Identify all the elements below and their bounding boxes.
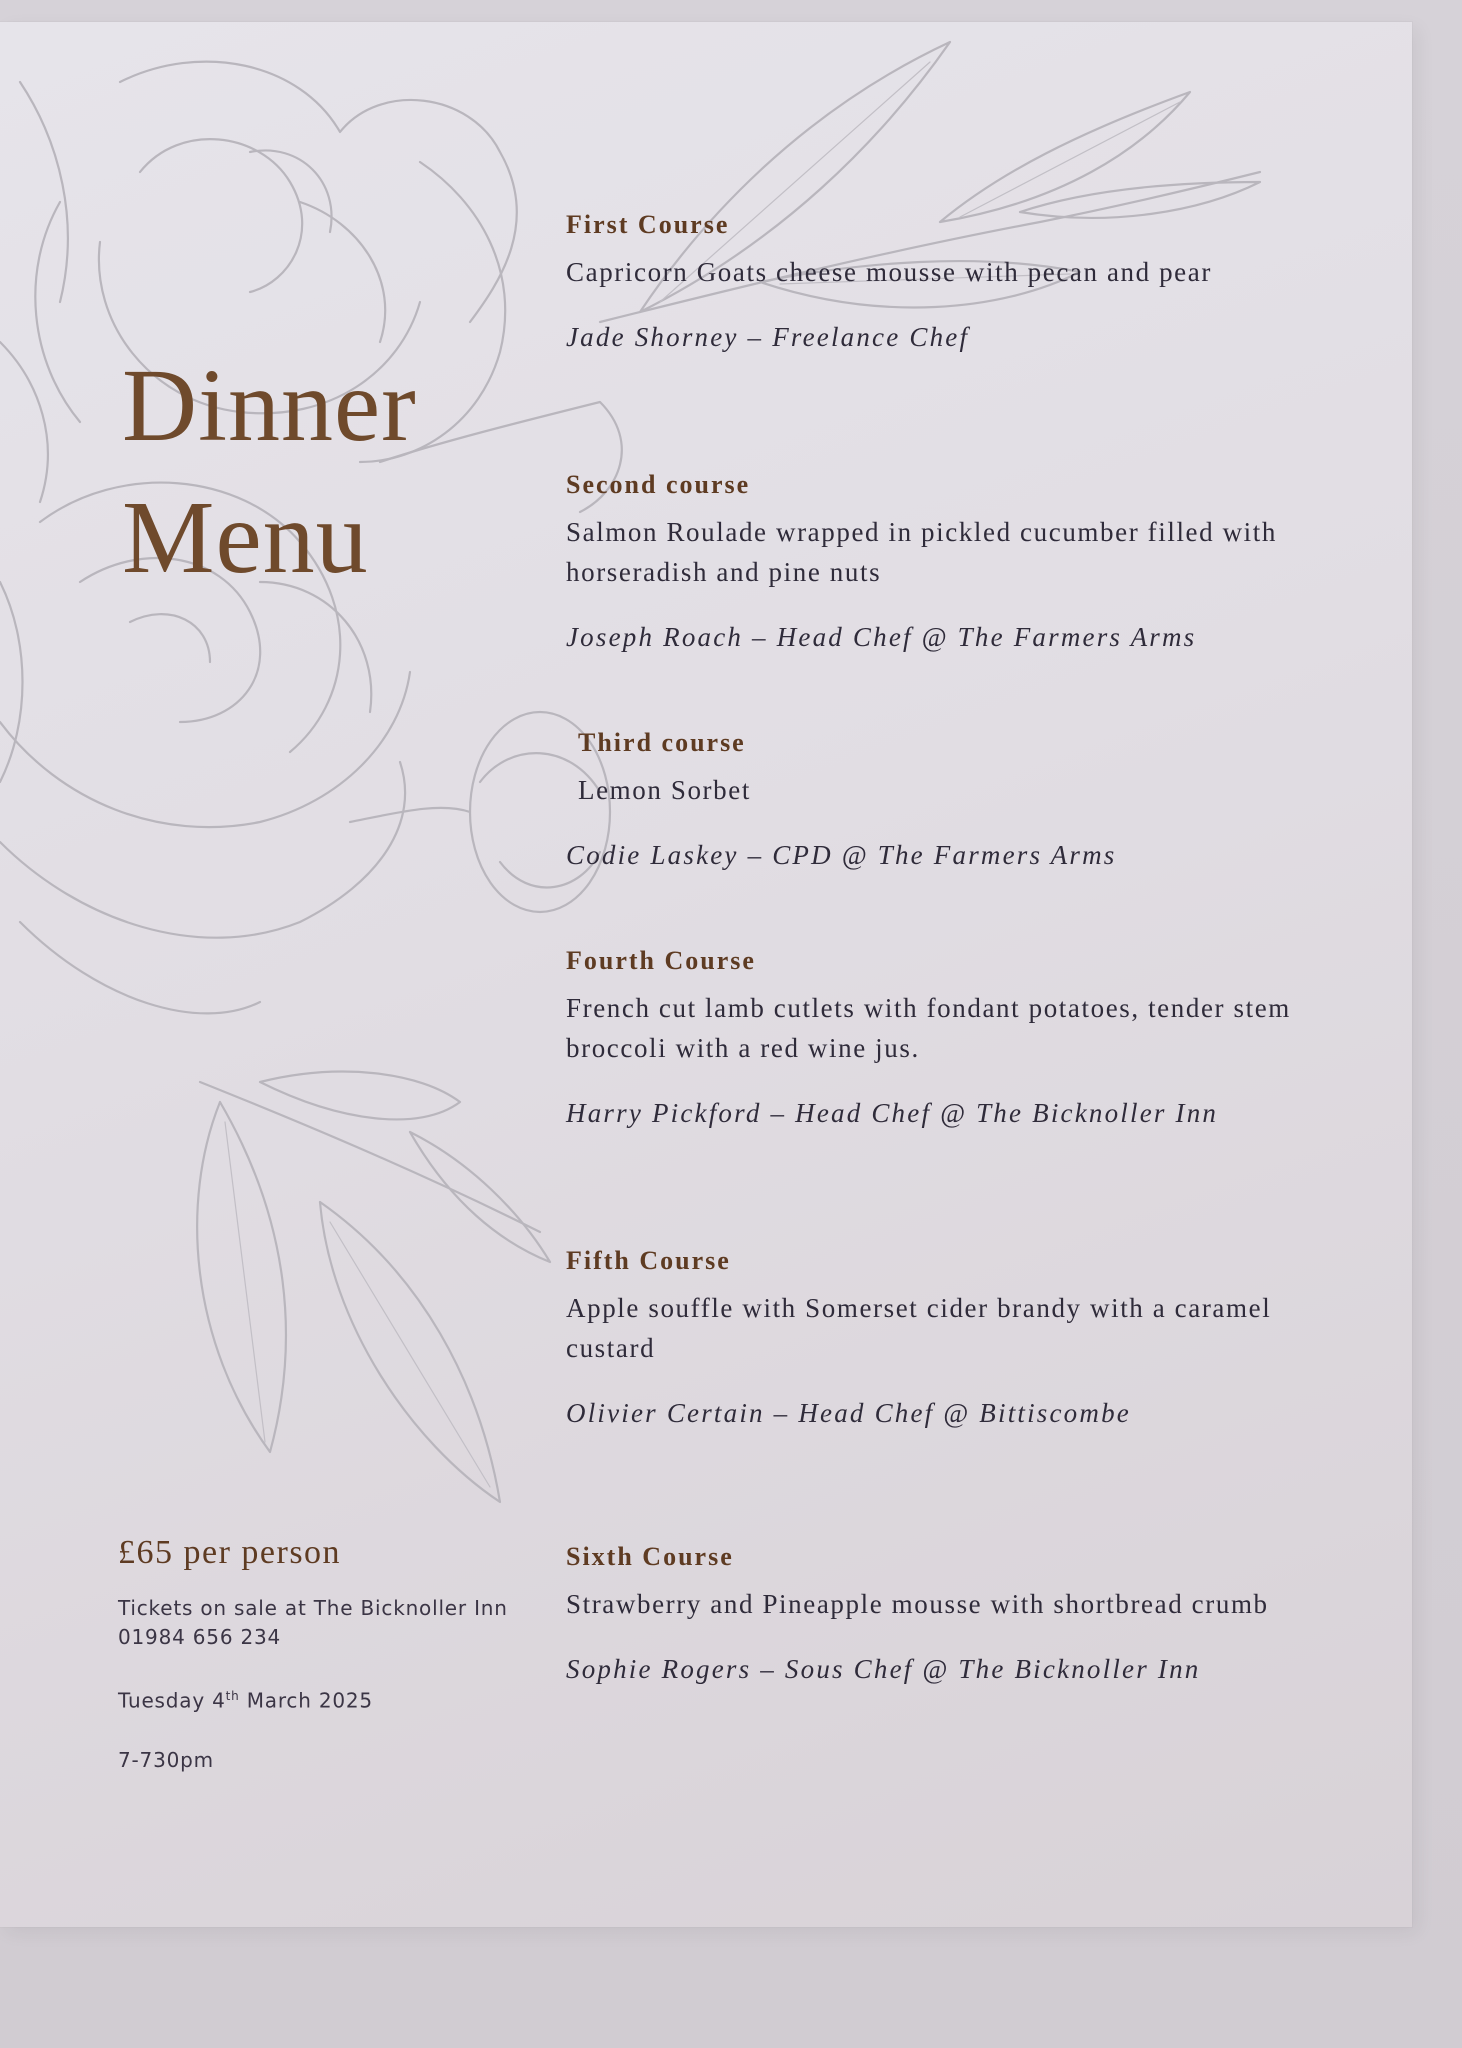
title-line-1: Dinner xyxy=(122,348,417,463)
course-title: Third course xyxy=(578,728,746,757)
course-chef: Harry Pickford – Head Chef @ The Bicknoller Inn xyxy=(566,1098,1219,1128)
course-chef: Sophie Rogers – Sous Chef @ The Bicknoller Inn xyxy=(566,1654,1201,1684)
course-dish: Apple souffle with Somerset cider brandy with a caramel custard xyxy=(566,1293,1272,1363)
course-chef: Jade Shorney – Freelance Chef xyxy=(566,322,970,352)
course-chef: Codie Laskey – CPD @ The Farmers Arms xyxy=(566,840,1117,870)
menu-card xyxy=(0,22,1412,1927)
course-title: Sixth Course xyxy=(566,1542,734,1571)
course-2 xyxy=(566,470,1366,654)
course-dish: French cut lamb cutlets with fondant potatoes, tender stem broccoli with a red wine jus. xyxy=(566,993,1291,1063)
course-chef: Olivier Certain – Head Chef @ Bittiscombe xyxy=(566,1398,1131,1428)
course-1 xyxy=(566,210,1366,354)
date-day: Tuesday 4 xyxy=(118,1688,226,1713)
course-dish: Capricorn Goats cheese mousse with pecan and pear xyxy=(566,257,1212,287)
course-title: Second course xyxy=(566,470,751,499)
course-3 xyxy=(566,728,1378,872)
menu-title xyxy=(122,340,417,604)
course-6 xyxy=(566,1542,1366,1686)
event-info xyxy=(118,1534,558,1775)
event-time: 7-730pm xyxy=(118,1747,214,1772)
title-line-2: Menu xyxy=(122,480,369,595)
date-ordinal: th xyxy=(225,1689,240,1703)
course-title: Fifth Course xyxy=(566,1246,731,1275)
tickets-info: Tickets on sale at The Bicknoller Inn xyxy=(118,1596,508,1620)
date-month-year: March 2025 xyxy=(239,1688,373,1713)
price: £65 per person xyxy=(118,1534,342,1571)
event-date xyxy=(118,1682,558,1716)
course-4 xyxy=(566,946,1366,1130)
phone-number: 01984 656 234 xyxy=(118,1625,282,1649)
course-dish: Lemon Sorbet xyxy=(578,775,751,805)
course-title: First Course xyxy=(566,210,730,239)
course-dish: Strawberry and Pineapple mousse with shortbread crumb xyxy=(566,1589,1269,1619)
course-chef: Joseph Roach – Head Chef @ The Farmers Arms xyxy=(566,622,1197,652)
course-title: Fourth Course xyxy=(566,946,756,975)
course-dish: Salmon Roulade wrapped in pickled cucumber filled with horseradish and pine nuts xyxy=(566,517,1277,587)
course-5 xyxy=(566,1246,1366,1430)
